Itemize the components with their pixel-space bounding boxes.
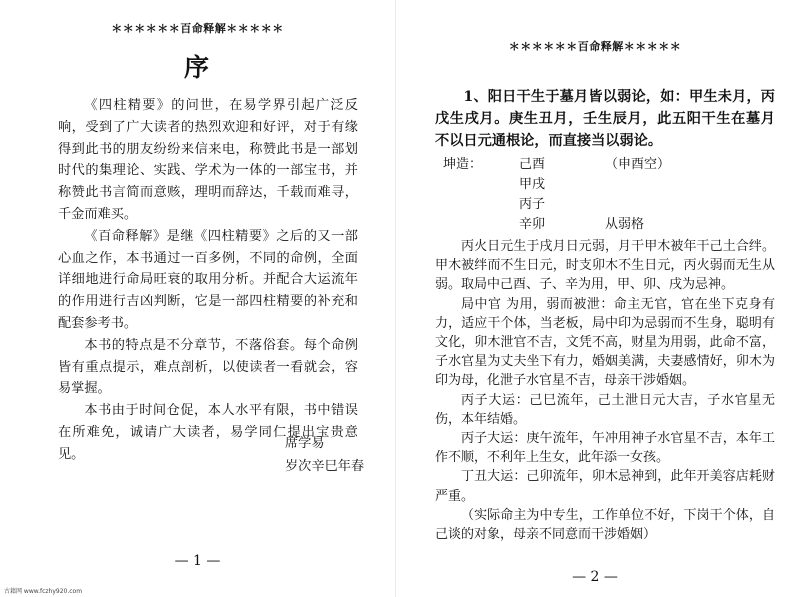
month-pillar: 甲戌 xyxy=(519,177,546,192)
pattern-label: 从弱格 xyxy=(605,217,645,232)
preface-body xyxy=(58,95,358,466)
chart-label: 坤造： xyxy=(443,157,483,172)
analysis-text xyxy=(435,237,775,544)
analysis-paragraph: 丙子大运：庚午流年，午冲用神子水官星不吉，本年工作不顺，不利年上生女，此年添一女孩。 xyxy=(435,431,775,466)
page-number-left: — 1 — xyxy=(174,553,221,569)
right-page xyxy=(397,0,793,597)
analysis-paragraph: （实际命主为中专生，工作单位不好，下岗干个体，自己谈的对象，母亲不同意而干涉婚姻） xyxy=(435,507,775,543)
right-running-header: ＊＊＊＊＊＊百命释解＊＊＊＊＊ xyxy=(508,40,682,53)
preface-paragraph: 本书由于时间仓促，本人水平有限，书中错误在所难免，诚请广大读者，易学同仁提出宝贵意见。 xyxy=(58,403,358,462)
author-name: 席学易 xyxy=(285,436,325,451)
preface-title: 序 xyxy=(183,53,211,82)
preface-paragraph: 《百命释解》是继《四柱精要》之后的又一部心血之作，本书通过一百多例，不同的命例，全面详细地进行命局旺衰的取用分析。并配合大运流年的作用进行吉凶判断，它是一部四柱精要的补充和配套参考书。 xyxy=(58,228,358,331)
analysis-paragraph: 丁丑大运：己卯流年，卯木忌神到，此年开美容店耗财严重。 xyxy=(435,469,775,504)
left-page xyxy=(0,0,395,597)
analysis-paragraph: 局中官 为用，弱而被泄：命主无官，官在坐下克身有力，适应干个体，当老板，局中印为忌弱而不生身，聪明有文化，卯木泄官不吉，文凭不高，财星为用弱，此命不富，子水官星为丈夫坐下有力，婚姻美满，夫妻感情好，卯木为印为母，化泄子水官星不吉，母亲干涉婚姻。 xyxy=(435,296,775,389)
left-running-header: ＊＊＊＊＊＊百命释解＊＊＊＊＊ xyxy=(111,22,284,35)
analysis-paragraph: 丙火日元生于戌月日元弱，月干甲木被年干己土合绊。甲木被绊而不生日元，时支卯木不生日元，丙火弱而无生从弱。取局中己酉、子、辛为用，甲、卯、戌为忌神。 xyxy=(435,239,775,293)
case-heading: 1、阳日干生于墓月皆以弱论，如：甲生未月，丙戊生戌月。庚生丑月，壬生辰月，此五阳干生在墓月不以日元通根论，而直接当以弱论。 xyxy=(435,89,775,149)
year-pillar: 己酉 xyxy=(519,157,546,172)
void-note: （申酉空） xyxy=(605,157,671,172)
hour-pillar: 辛卯 xyxy=(519,217,546,232)
day-pillar: 丙子 xyxy=(519,197,546,212)
watermark-site-link: 古籍网 www.fczhy920.com xyxy=(4,588,83,595)
preface-paragraph: 《四柱精要》的问世，在易学界引起广泛反响，受到了广大读者的热烈欢迎和好评，对于有缘得到此书的朋友纷纷来信来电，称赞此书是一部划时代的集理论、实践、学术为一体的一部宝书，并称赞此书言简而意赅，理明而辞达，千载而难寻，千金而难买。 xyxy=(58,98,358,222)
preface-paragraph: 本书的特点是不分章节，不落俗套。每个命例皆有重点提示，难点剖析，以使读者一看就会，容易掌握。 xyxy=(58,337,358,397)
author-date: 岁次辛巳年春 xyxy=(285,459,365,474)
case-body xyxy=(435,86,775,544)
birth-chart xyxy=(435,155,775,235)
analysis-paragraph: 丙子大运：己巳流年，己土泄日元大吉，子水官星无伤，本年结婚。 xyxy=(435,392,775,427)
page-gutter xyxy=(395,0,396,597)
page-number-right: — 2 — xyxy=(572,569,618,585)
